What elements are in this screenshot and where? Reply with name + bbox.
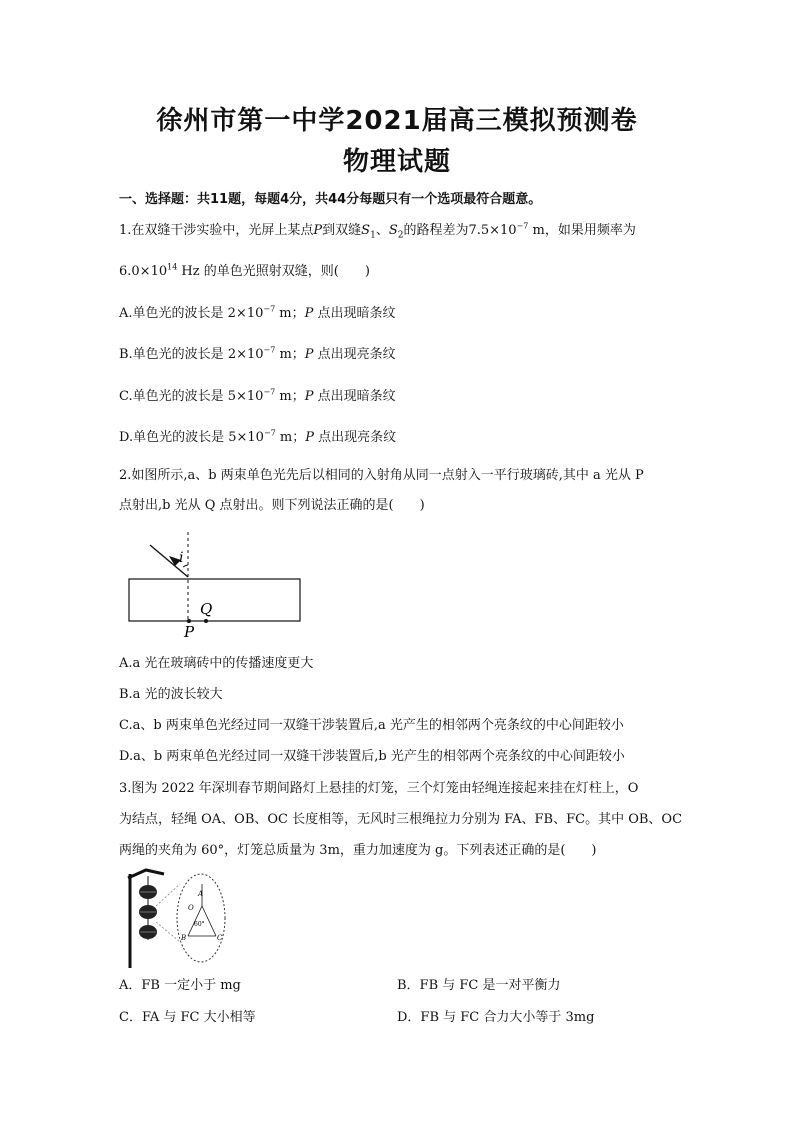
q3-option-d: D．FB 与 FC 合力大小等于 3mg (397, 1010, 595, 1025)
point-q (204, 619, 208, 623)
q1-stem-line2: $6.0\times 10^{14}$ Hz 的单色光照射双缝，则( ) (119, 262, 370, 279)
q2-option-d: D.a、b 两束单色光经过同一双缝干涉装置后,b 光产生的相邻两个亮条纹的中心间距较小 (119, 749, 625, 764)
exam-subtitle: 物理试题 (342, 147, 451, 177)
q1-option-a: A.单色光的波长是 $2\times 10^{-7}$ m；P 点出现暗条纹 (119, 304, 396, 321)
label-b: B (181, 934, 187, 942)
q1-stem-line1: 1.在双缝干涉实验中，光屏上某点P到双缝$S_1$、$S_2$的路程差为$7.5\times 10^{-7}$ m，如果用频率为 (119, 221, 636, 241)
q2-option-b: B.a 光的波长较大 (119, 687, 223, 702)
exam-title: 徐州市第一中学2021届高三模拟预测卷 (156, 106, 638, 136)
q3-option-b: B．FB 与 FC 是一对平衡力 (397, 978, 561, 993)
section-heading: 一、选择题：共11题，每题4分，共44分每题只有一个选项最符合题意。 (119, 192, 542, 207)
q2-stem-line1: 2.如图所示,a、b 两束单色光先后以相同的入射角从同一点射入一平行玻璃砖,其中 a 光从 P (119, 468, 644, 483)
lantern-diagram (118, 866, 230, 970)
q2-stem-line2: 点射出,b 光从 Q 点射出。则下列说法正确的是( ) (119, 498, 425, 513)
zoom-line (156, 922, 180, 942)
label-a: A (198, 890, 204, 898)
angle-label-i: i (179, 550, 184, 566)
zoom-line (156, 884, 180, 906)
q1-option-c: C.单色光的波长是 $5\times 10^{-7}$ m；P 点出现暗条纹 (119, 387, 396, 404)
label-p: P (184, 623, 195, 641)
glass-block (129, 579, 300, 621)
q1-option-d: D.单色光的波长是 $5\times 10^{-7}$ m；P 点出现亮条纹 (119, 428, 397, 445)
zoom-circle (177, 874, 225, 962)
q1-option-b: B.单色光的波长是 $2\times 10^{-7}$ m；P 点出现亮条纹 (119, 345, 396, 362)
q3-option-c: C．FA 与 FC 大小相等 (119, 1010, 256, 1025)
glass-block-diagram (120, 530, 310, 645)
q3-option-a: A．FB 一定小于 mg (119, 978, 241, 993)
incidence-angle-arc (183, 565, 188, 567)
q3-stem-line1: 3.图为 2022 年深圳春节期间路灯上悬挂的灯笼，三个灯笼由轻绳连接起来挂在灯柱上，O (119, 781, 639, 796)
label-angle: 60° (194, 921, 205, 928)
label-o: O (188, 904, 194, 912)
q3-stem-line2: 为结点，轻绳 OA、OB、OC 长度相等，无风时三根绳拉力分别为 FA、FB、FC。其中 OB、OC (119, 812, 683, 827)
q2-option-c: C.a、b 两束单色光经过同一双缝干涉装置后,a 光产生的相邻两个亮条纹的中心间距较小 (119, 718, 624, 733)
label-c: C (217, 934, 223, 942)
q2-option-a: A.a 光在玻璃砖中的传播速度更大 (119, 656, 314, 671)
lamp-arm (128, 870, 164, 878)
label-q: Q (200, 600, 213, 618)
q3-stem-line3: 两绳的夹角为 60°，灯笼总质量为 3m，重力加速度为 g。下列表述正确的是( ) (119, 843, 597, 858)
